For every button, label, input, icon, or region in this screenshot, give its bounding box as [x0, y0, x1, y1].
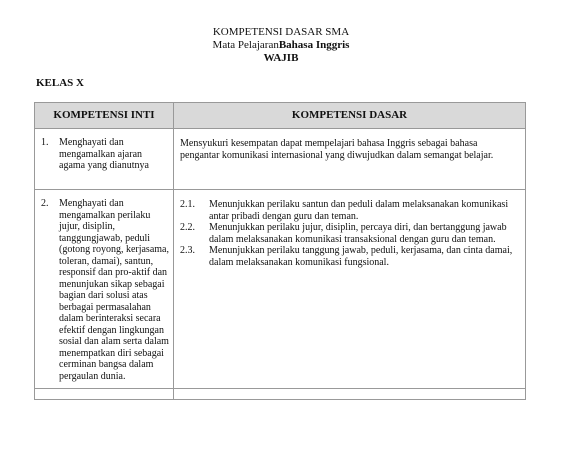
ki-number: 2. [41, 198, 49, 209]
kd-text: Menunjukkan perilaku jujur, disiplin, percaya diri, dan bertanggung jawab dalam melaksanakan komunikasi transaksional dengan guru dan teman. [209, 222, 507, 245]
empty-cell [35, 389, 174, 400]
competency-table [34, 102, 526, 400]
kd-item [180, 222, 519, 245]
kd-item [180, 199, 519, 222]
col-header-ki: KOMPETENSI INTI [35, 103, 174, 129]
kd-text: Menunjukkan perilaku santun dan peduli dalam melaksanakan komunikasi antar pribadi dengan guru dan teman. [209, 199, 509, 222]
kd-item [180, 245, 519, 268]
class-label: KELAS X [36, 77, 84, 89]
document-title: KOMPETENSI DASAR SMA [212, 26, 350, 38]
kd-cell [174, 129, 526, 190]
ki-number: 1. [41, 137, 49, 148]
table-header-row [35, 103, 526, 129]
kd-text: Mensyukuri kesempatan dapat mempelajari bahasa Inggris sebagai bahasa pengantar komunikasi internasional yang diwujudkan dalam semangat belajar. [180, 138, 494, 161]
document-header [0, 26, 562, 65]
ki-cell [35, 129, 174, 190]
ki-text: Menghayati dan mengamalkan perilaku jujur, disiplin, tanggungjawab, peduli (gotong royong, kerjasama, toleran, damai), santun, responsif dan pro-aktif dan menunjukan sikap sebagai bagian dari solusi atas berbagai permasalahan dalam berinteraksi secara efektif dengan lingkungan sosial dan alam serta dalam menempatkan diri sebagai cerminan bangsa dalam pergaulan dunia. [59, 198, 169, 382]
kd-number: 2.3. [180, 245, 195, 256]
table-row [35, 129, 526, 190]
kd-cell [174, 190, 526, 389]
ki-cell [35, 190, 174, 389]
subject-name: Bahasa Inggris [278, 39, 350, 51]
kd-text: Menunjukkan perilaku tanggung jawab, peduli, kerjasama, dan cinta damai, dalam melaksanakan komunikasi fungsional. [209, 245, 513, 268]
subject-line [0, 39, 562, 52]
subject-type: WAJIB [263, 52, 299, 64]
subject-prefix: Mata Pelajaran [212, 39, 279, 51]
col-header-kd: KOMPETENSI DASAR [174, 103, 526, 129]
empty-cell [174, 389, 526, 400]
ki-text: Menghayati dan mengamalkan ajaran agama yang dianutnya [59, 137, 149, 171]
table-row-continued [35, 389, 526, 400]
table-row [35, 190, 526, 389]
kd-number: 2.2. [180, 222, 195, 233]
kd-number: 2.1. [180, 199, 195, 210]
